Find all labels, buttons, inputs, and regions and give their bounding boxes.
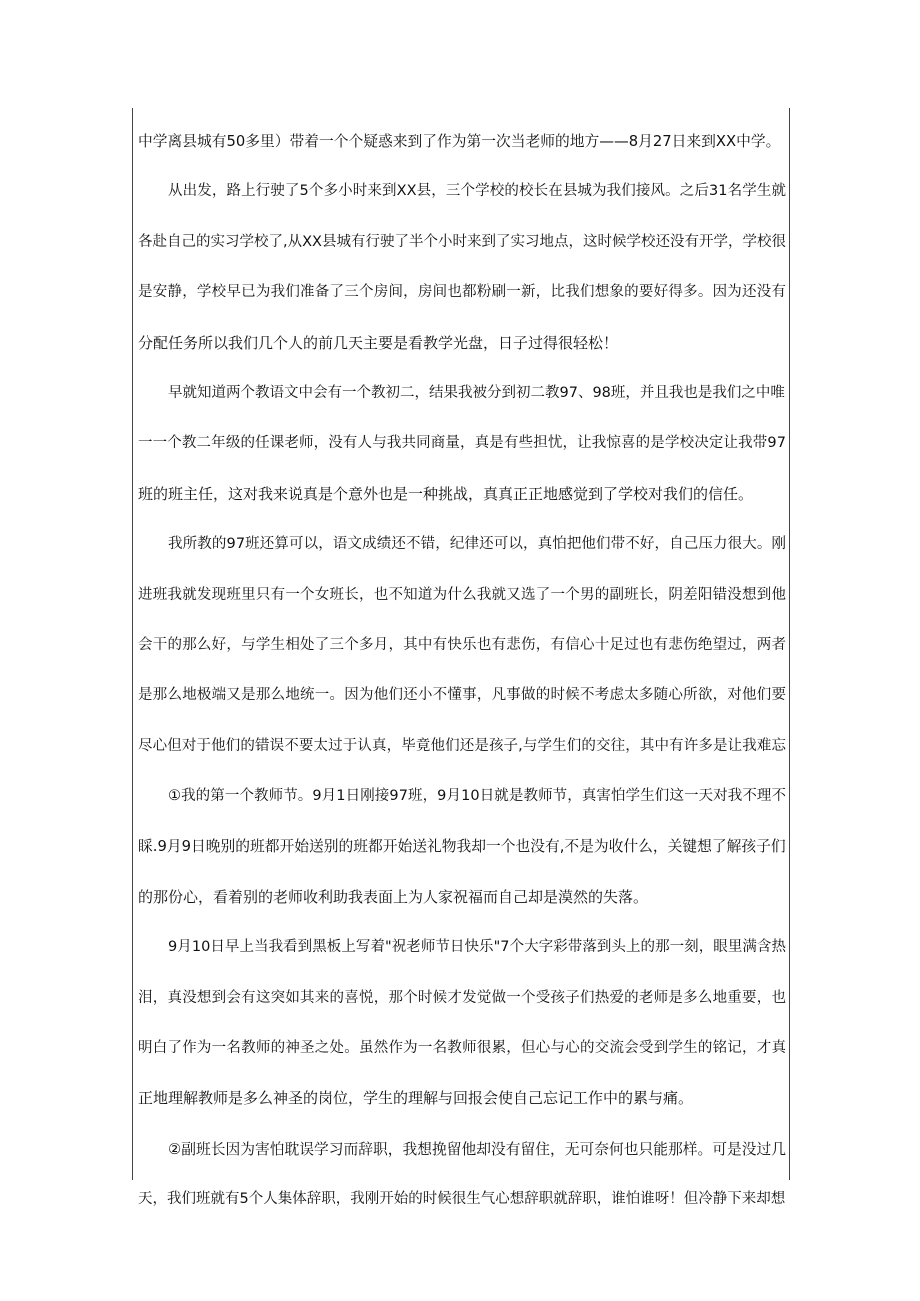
text-line: 中学离县城有50多里）带着一个个疑惑来到了作为第一次当老师的地方——8月27日来到XX中学。 [138, 133, 781, 150]
text-line: 会干的那么好，与学生相处了三个多月，其中有快乐也有悲伤，有信心十足过也有悲伤绝望过，两者 [138, 636, 786, 653]
document-body [138, 125, 786, 1234]
text-line: 分配任务所以我们几个人的前几天主要是看教学光盘，日子过得很轻松！ [138, 333, 619, 352]
text-line: 早就知道两个教语文中会有一个教初二，结果我被分到初二教97、98班，并且我也是我们之中唯 [168, 384, 785, 401]
text-line: 是那么地极端又是那么地统一。因为他们还小不懂事，凡事做的时候不考虑太多随心所欲，对他们要 [138, 687, 786, 704]
text-line: 各赴自己的实习学校了,从XX县城有行驶了半个小时来到了实习地点，这时候学校还没有开学，学校很 [138, 233, 786, 250]
text-line: 9月10日早上当我看到黑板上写着"祝老师节日快乐"7个大字彩带落到头上的那一刻，眼里满含热 [168, 939, 786, 956]
text-line: ①我的第一个教师节。9月1日刚接97班，9月10日就是教师节，真害怕学生们这一天对我不理不 [168, 788, 786, 805]
text-line: 是安静，学校早已为我们准备了三个房间，房间也都粉刷一新，比我们想象的要好得多。因为还没有 [138, 284, 786, 301]
text-line: 天，我们班就有5个人集体辞职，我刚开始的时候很生气心想辞职就辞职，谁怕谁呀！但冷静下来却想 [138, 1191, 786, 1208]
text-line: 班的班主任，这对我来说真是个意外也是一种挑战，真真正正地感觉到了学校对我们的信任。 [138, 484, 754, 503]
text-line: 的那份心，看着别的老师收利助我表面上为人家祝福而自己却是漠然的失落。 [138, 887, 649, 906]
text-line: 泪，真没想到会有这突如其来的喜悦，那个时候才发觉做一个受孩子们热爱的老师是多么地重要，也 [138, 989, 786, 1006]
text-line: ②副班长因为害怕耽误学习而辞职，我想挽留他却没有留住，无可奈何也只能那样。可是没过几 [168, 1140, 786, 1158]
text-line: 睬.9月9日晚别的班都开始送别的班都开始送礼物我却一个也没有,不是为收什么，关键想了解孩子们 [138, 838, 786, 856]
page-border-right [789, 108, 790, 1180]
text-line: 一一个教二年级的任课老师，没有人与我共同商量，真是有些担忧，让我惊喜的是学校决定让我带97 [138, 435, 786, 452]
text-line: 进班我就发现班里只有一个女班长，也不知道为什么我就又选了一个男的副班长，阴差阳错没想到他 [138, 586, 786, 603]
text-line: 正地理解教师是多么神圣的岗位，学生的理解与回报会使自己忘记工作中的累与痛。 [138, 1089, 694, 1108]
text-line: 我所教的97班还算可以，语文成绩还不错，纪律还可以，真怕把他们带不好，自己压力很大。刚 [168, 536, 786, 553]
page-border-left [132, 108, 133, 1180]
text-line: 尽心但对于他们的错误不要太过于认真，毕竟他们还是孩子,与学生们的交往，其中有许多是让我难忘 [138, 737, 786, 754]
text-line: 从出发，路上行驶了5个多小时来到XX县，三个学校的校长在县城为我们接风。之后31名学生就 [168, 183, 786, 200]
text-line: 明白了作为一名教师的神圣之处。虽然作为一名教师很累，但心与心的交流会受到学生的铭记，才真 [138, 1040, 786, 1057]
